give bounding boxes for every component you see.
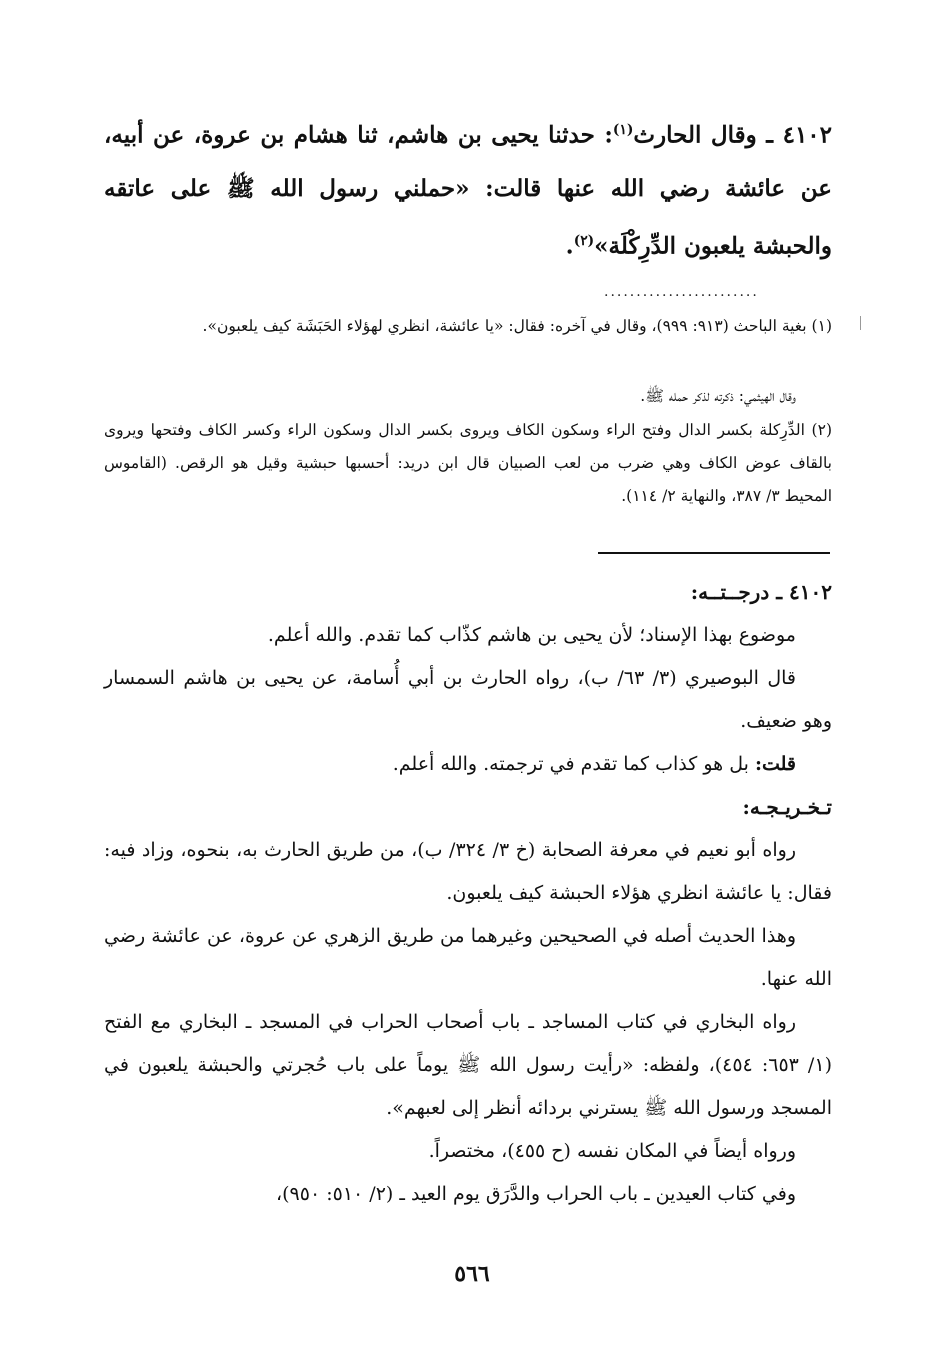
footnote-1	[104, 310, 832, 343]
footnote-separator: ........................	[604, 284, 759, 300]
note-label: قلت:	[754, 753, 796, 775]
takhrij-paragraph-5: وفي كتاب العيدين ـ باب الحراب والدَّرَق يوم العيد ـ (٢/ ٥١٠: ٩٥٠)،	[276, 1183, 796, 1205]
takhrij-heading: تـخـريـجـه:	[742, 795, 832, 819]
hadith-intro: وقال الحارث	[633, 121, 757, 149]
footnote-2	[104, 414, 832, 513]
footnote-text: وقال الهيثمي: ذكرته لذكر حمله ﷺ.	[640, 387, 796, 405]
footnote-text: بغية الباحث (٩١٣: ٩٩٩)، وقال في آخره: فقال: «يا عائشة، انظري لهؤلاء الحَبَشَة كيف يلعبون».	[202, 317, 807, 335]
hadith-number: ٤١٠٢	[782, 121, 833, 149]
takhrij-paragraph-4: ورواه أيضاً في المكان نفسه (ح ٤٥٥)، مختصراً.	[428, 1140, 796, 1162]
footnote-text: الدِّرِكلة بكسر الدال وفتح الراء وسكون الكاف ويروى بكسر الدال وسكون الراء وكسر الكاف وفتحها ويروى بالقاف عوض الكاف وهي ضرب من لعب الصبيان قال ابن دريد: أحسبها حبشية وقيل هو الرقص. (القاموس المحيط ٣/ ٣٨٧، والنهاية ٢/ ١١٤).	[104, 421, 832, 505]
footnote-ref-2: (٢)	[573, 232, 595, 249]
footnote-ref-1: (١)	[612, 122, 634, 138]
margin-mark	[860, 316, 861, 330]
footnote-marker: (١)	[811, 317, 832, 335]
grade-paragraph-2: قال البوصيري (٣/ ٦٣/ ب)، رواه الحارث بن أبي أُسامة، عن يحيى بن هاشم السمسار وهو ضعيف.	[104, 667, 832, 732]
grade-section	[104, 571, 832, 1216]
hadith-body: : حدثنا يحيى بن هاشم، ثنا هشام بن عروة، عن أبيه، عن عائشة رضي الله عنها قالت: «حملني رسول الله ﷺ على عاتقه والحبشة يلعبون الدِّرِكْلَة»	[104, 121, 832, 260]
takhrij-paragraph-1: رواه أبو نعيم في معرفة الصحابة (خ ٣/ ٣٢٤/ ب)، من طريق الحارث به، بنحوه، وزاد فيه: فقال: يا عائشة انظري هؤلاء الحبشة كيف يلعبون.	[104, 839, 832, 904]
footnote-1-continued	[104, 380, 796, 413]
takhrij-paragraph-3: رواه البخاري في كتاب المساجد ـ باب أصحاب الحراب في المسجد ـ البخاري مع الفتح (١/ ٦٥٣: ٤٥٤)، ولفظه: «رأيت رسول الله ﷺ يوماً على باب حُجرتي والحبشة يلعبون في المسجد ورسول الله ﷺ يسترني بردائه أنظر إلى لعبهم».	[104, 1011, 832, 1119]
grade-paragraph-3: قلت: بل هو كذاب كما تقدم في ترجمته. والله أعلم.	[392, 753, 796, 775]
page-number: ٥٦٦	[454, 1261, 490, 1287]
hadith-main-text: ٤١٠٢ ـ وقال الحارث$^{(١)}$: حدثنا يحيى بن هاشم، ثنا هشام بن عروة، عن أبيه، عن عائشة رضي الله عنها قالت: «حملني رسول الله ﷺ على عاتقه والحبشة يلعبون الدِّرِكْلَة»$^{(٢)}$.	[104, 121, 833, 260]
grade-paragraph-1: موضوع بهذا الإسناد؛ لأن يحيى بن هاشم كذّاب كما تقدم. والله أعلم.	[267, 624, 796, 646]
section-divider	[598, 552, 830, 554]
footnote-marker: (٢)	[811, 421, 832, 439]
takhrij-paragraph-2: وهذا الحديث أصله في الصحيحين وغيرهما من طريق الزهري عن عروة، عن عائشة رضي الله عنها.	[104, 925, 832, 990]
grade-heading: ٤١٠٢ ـ درجــتــه:	[690, 580, 832, 604]
